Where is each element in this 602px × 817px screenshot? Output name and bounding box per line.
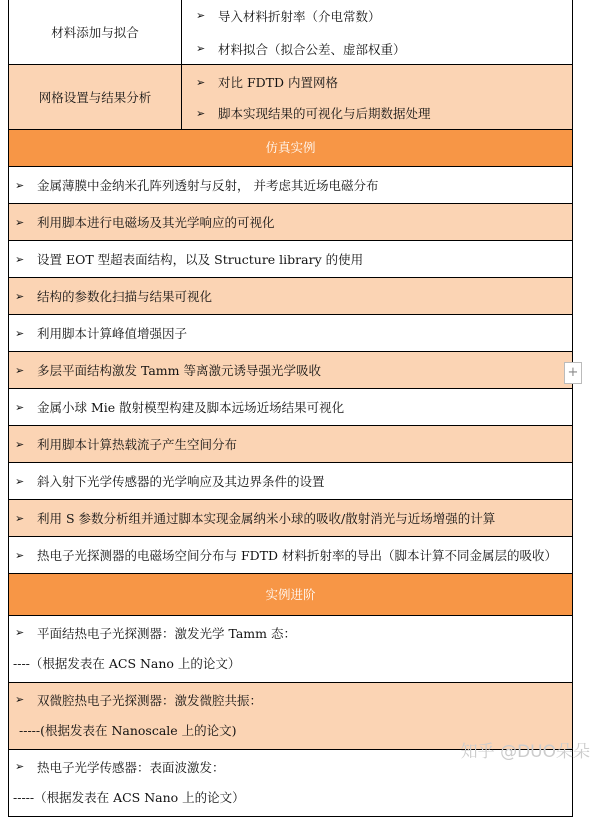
example-row (9, 389, 572, 426)
bullet-icon: ➢ (15, 548, 25, 562)
advanced-note: ----（根据发表在 ACS Nano 上的论文） (13, 656, 241, 671)
bullet-icon: ➢ (15, 474, 25, 488)
bullet-icon: ➢ (15, 400, 25, 414)
example-row (9, 278, 572, 315)
example-row (9, 537, 572, 574)
section-item: 材料拟合（拟合公差、虚部权重） (218, 41, 406, 57)
section-label: 材料添加与拟合 (9, 0, 182, 64)
bullet-icon: ➢ (15, 215, 25, 229)
advanced-title: 双微腔热电子光探测器：激发微腔共振： (37, 692, 263, 708)
bullet-icon: ➢ (15, 363, 25, 377)
advanced-note: -----(根据发表在 Nanoscale 上的论文) (19, 723, 237, 738)
example-row (9, 463, 572, 500)
example-text: 热电子光探测器的电磁场空间分布与 FDTD 材料折射率的导出（脚本计算不同金属层的吸收） (37, 548, 558, 563)
add-row-button[interactable]: + (564, 362, 582, 384)
section-label: 网格设置与结果分析 (9, 65, 182, 129)
bullet-icon: ➢ (15, 252, 25, 266)
example-text: 利用脚本计算热载流子产生空间分布 (37, 437, 238, 452)
bullet-icon: ➢ (15, 511, 25, 525)
advanced-title: 热电子光学传感器：表面波激发： (37, 759, 225, 775)
example-row (9, 204, 572, 241)
example-text: 利用脚本计算峰值增强因子 (37, 326, 188, 341)
example-text: 设置 EOT 型超表面结构，以及 Structure library 的使用 (37, 252, 364, 267)
example-text: 斜入射下光学传感器的光学响应及其边界条件的设置 (37, 474, 325, 489)
bullet-icon: ➢ (15, 437, 25, 451)
section-item: 对比 FDTD 内置网格 (218, 75, 339, 90)
bullet-icon: ➢ (196, 106, 206, 120)
section-row (9, 65, 572, 130)
section-item: 脚本实现结果的可视化与后期数据处理 (218, 106, 431, 121)
advanced-title: 平面结热电子光探测器：激发光学 Tamm 态： (37, 625, 296, 641)
bullet-icon: ➢ (15, 626, 25, 639)
bullet-icon: ➢ (15, 760, 25, 773)
example-row (9, 500, 572, 537)
course-table (8, 0, 573, 817)
advanced-row (9, 616, 572, 683)
bullet-icon: ➢ (15, 693, 25, 706)
section-header: 仿真实例 (9, 130, 572, 167)
section-item: 导入材料折射率（介电常数） (218, 8, 381, 24)
example-text: 多层平面结构激发 Tamm 等离激元诱导强光学吸收 (37, 363, 321, 378)
example-text: 金属薄膜中金纳米孔阵列透射与反射， 并考虑其近场电磁分布 (37, 178, 379, 193)
example-text: 结构的参数化扫描与结果可视化 (37, 289, 213, 304)
section-row (9, 0, 572, 65)
watermark: 知乎 @DUO朵朵 (460, 742, 590, 762)
example-row (9, 426, 572, 463)
advanced-note: -----（根据发表在 ACS Nano 上的论文） (13, 790, 245, 805)
bullet-icon: ➢ (15, 326, 25, 340)
example-text: 利用 S 参数分析组并通过脚本实现金属纳米小球的吸收/散射消光与近场增强的计算 (37, 511, 496, 526)
bullet-icon: ➢ (196, 9, 206, 22)
bullet-icon: ➢ (196, 75, 206, 89)
example-text: 利用脚本进行电磁场及其光学响应的可视化 (37, 215, 275, 230)
bullet-icon: ➢ (196, 42, 206, 55)
bullet-icon: ➢ (15, 289, 25, 303)
example-row (9, 241, 572, 278)
example-row (9, 167, 572, 204)
bullet-icon: ➢ (15, 178, 25, 192)
section-header: 实例进阶 (9, 574, 572, 616)
example-row (9, 315, 572, 352)
example-row (9, 352, 572, 389)
example-text: 金属小球 Mie 散射模型构建及脚本远场近场结果可视化 (37, 400, 345, 415)
